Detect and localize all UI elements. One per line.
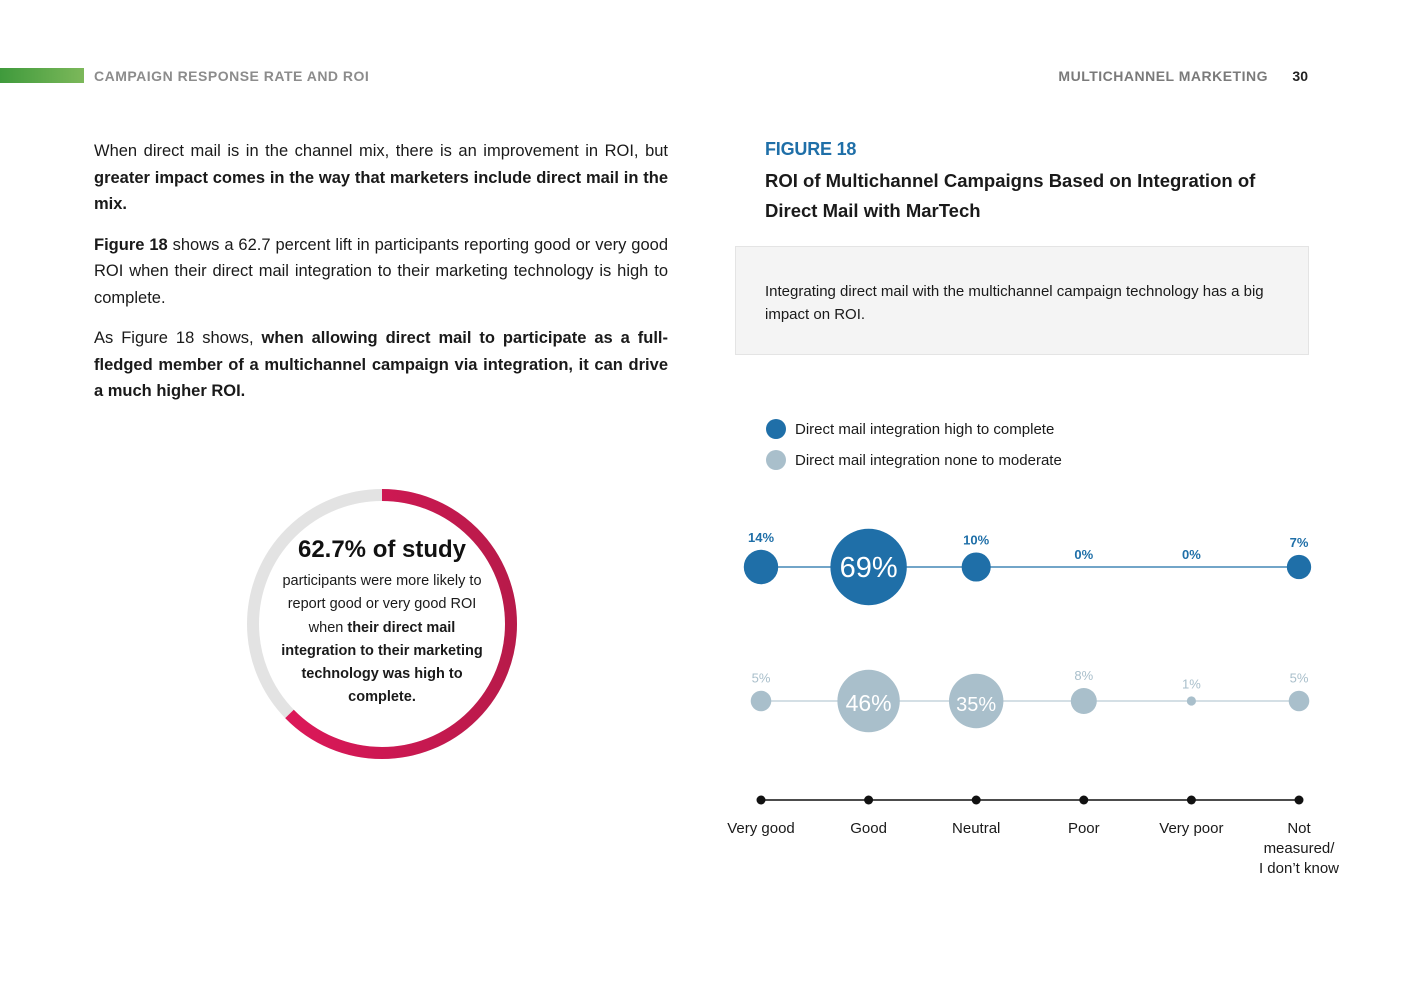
paragraph-3-emphasis: when allowing direct mail to participate as a full-fledged member of a multichannel campaign via integration, it can drive a much higher ROI. bbox=[94, 329, 668, 400]
donut-caption bbox=[270, 536, 494, 710]
paragraph-1-emphasis: greater impact comes in the way that marketers include direct mail in the mix. bbox=[94, 168, 668, 213]
legend-label-low: Direct mail integration none to moderate bbox=[795, 451, 1062, 469]
bubble-label-s2-4: 8% bbox=[1074, 667, 1094, 683]
bubble-label-s2-1: 5% bbox=[751, 670, 771, 686]
paragraph-1-text: When direct mail is in the channel mix, there is an improvement in ROI, but bbox=[94, 142, 668, 160]
axis-tick-3 bbox=[972, 796, 981, 805]
bubble-label-s2-5: 1% bbox=[1182, 676, 1201, 692]
chapter-header: MULTICHANNEL MARKETING bbox=[1058, 68, 1268, 84]
category-label-4: Poor bbox=[1067, 820, 1100, 837]
bubble-s2-1 bbox=[751, 691, 772, 712]
bubble-label-s2-3: 35% bbox=[956, 694, 997, 716]
bubble-label-s2-6: 5% bbox=[1289, 670, 1309, 686]
bubble-s2-6 bbox=[1289, 691, 1310, 712]
paragraph-3 bbox=[94, 325, 668, 405]
paragraph-2-emphasis: Figure 18 bbox=[94, 235, 168, 254]
donut-body-text: participants were more likely to report good or very good ROI when bbox=[282, 573, 482, 636]
legend-item-low bbox=[766, 449, 1062, 471]
category-label-3: Neutral bbox=[952, 820, 1001, 837]
bubble-label-s2-2: 46% bbox=[845, 690, 892, 716]
page-number: 30 bbox=[1292, 68, 1308, 84]
bubble-s2-5 bbox=[1187, 696, 1196, 705]
paragraph-1 bbox=[94, 138, 668, 218]
bubble-s1-3 bbox=[962, 552, 991, 581]
category-label-2: Good bbox=[850, 820, 887, 837]
bubble-label-s1-4: 0% bbox=[1074, 547, 1094, 562]
legend-dot-low bbox=[766, 450, 786, 470]
figure-title: ROI of Multichannel Campaigns Based on Integration of Direct Mail with MarTech bbox=[765, 170, 1256, 221]
axis-tick-5 bbox=[1187, 796, 1196, 805]
bubble-label-s1-1: 14% bbox=[747, 529, 775, 545]
paragraph-2-text: shows a 62.7 percent lift in participants reporting good or very good ROI when their direct mail integration to their marketing technology is high to complete. bbox=[94, 235, 668, 307]
category-label-5: Very poor bbox=[1159, 820, 1224, 837]
bubble-s1-6 bbox=[1287, 555, 1311, 579]
bubble-label-s1-5: 0% bbox=[1182, 547, 1201, 562]
category-label-6-line-1: Not bbox=[1287, 820, 1311, 837]
category-label-1: Very good bbox=[727, 820, 795, 837]
category-label-6-line-3: I don’t know bbox=[1258, 860, 1340, 877]
axis-tick-4 bbox=[1079, 796, 1088, 805]
figure-callout-text: Integrating direct mail with the multichannel campaign technology has a big impact on ROI. bbox=[765, 283, 1264, 323]
header-accent-bar bbox=[0, 68, 84, 83]
roi-bubble-chart bbox=[700, 500, 1380, 900]
legend-item-high bbox=[766, 418, 1054, 440]
body-text bbox=[94, 138, 668, 419]
axis-tick-6 bbox=[1295, 796, 1304, 805]
bubble-label-s1-3: 10% bbox=[963, 532, 990, 548]
axis-tick-2 bbox=[864, 796, 873, 805]
bubble-label-s1-2: 69% bbox=[839, 552, 898, 584]
bubble-s2-4 bbox=[1071, 688, 1097, 714]
figure-callout-box bbox=[735, 246, 1309, 355]
donut-headline: 62.7% of study bbox=[297, 536, 467, 563]
paragraph-3-text: As Figure 18 shows, bbox=[94, 329, 262, 347]
bubble-label-s1-6: 7% bbox=[1289, 534, 1309, 550]
bubble-s1-1 bbox=[744, 550, 778, 584]
legend-dot-high bbox=[766, 419, 786, 439]
legend-label-high: Direct mail integration high to complete bbox=[795, 420, 1055, 438]
category-label-6-line-2: measured/ bbox=[1263, 840, 1335, 857]
donut-body-emphasis: their direct mail integration to their marketing technology was high to complete. bbox=[281, 619, 483, 706]
donut-body bbox=[270, 570, 494, 710]
figure-label: FIGURE 18 bbox=[765, 139, 857, 159]
paragraph-2 bbox=[94, 232, 668, 312]
section-header: CAMPAIGN RESPONSE RATE AND ROI bbox=[94, 68, 370, 84]
axis-tick-1 bbox=[757, 796, 766, 805]
